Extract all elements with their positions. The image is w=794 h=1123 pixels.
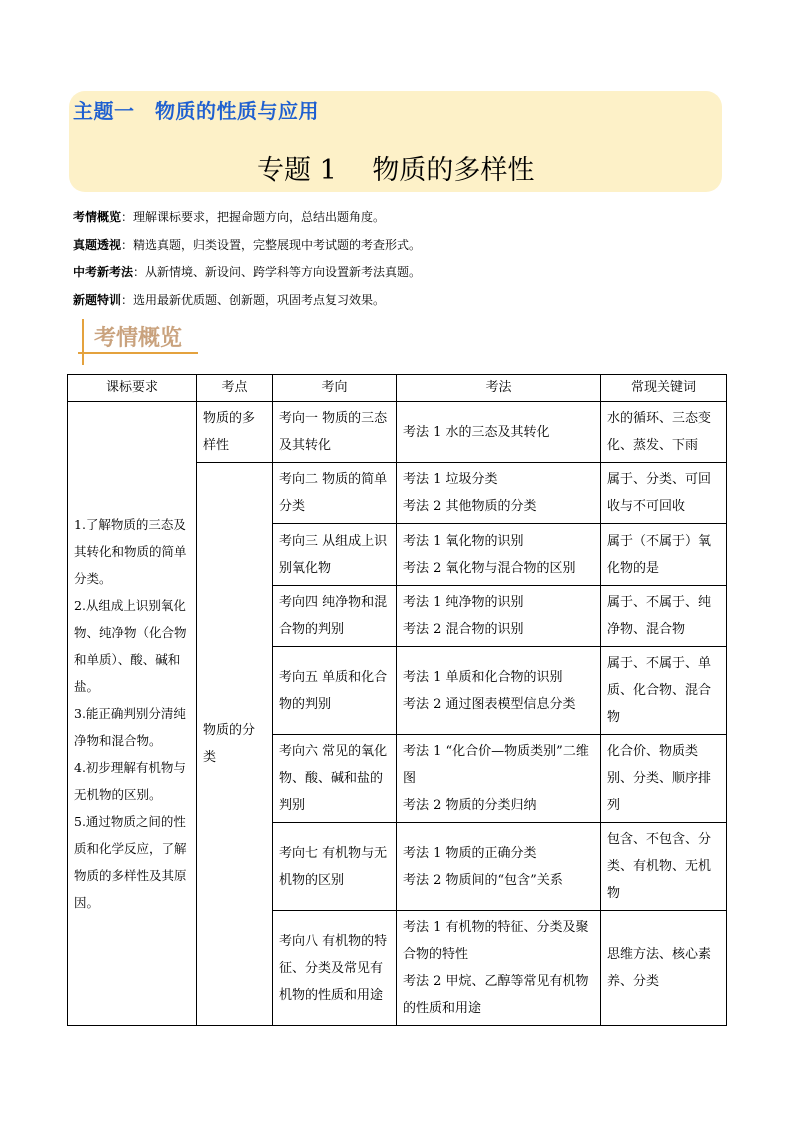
keywords-cell: 包含、不包含、分类、有机物、无机物 bbox=[601, 823, 727, 911]
kaofa-cell bbox=[397, 402, 601, 463]
table-row bbox=[68, 402, 727, 463]
keywords-cell: 属于、不属于、单质、化合物、混合物 bbox=[601, 647, 727, 735]
header-cell: 课标要求 bbox=[68, 375, 197, 402]
kaofa-line: 考法 1 氧化物的识别 bbox=[403, 533, 524, 549]
section-title: 考情概览 bbox=[94, 326, 183, 351]
kaoxiang-cell: 考向六 常见的氧化物、酸、碱和盐的判别 bbox=[273, 735, 397, 823]
kaofa-cell bbox=[397, 524, 601, 586]
header-cell: 考点 bbox=[197, 375, 273, 402]
kaofa-line: 考法 2 甲烷、乙醇等常见有机物的性质和用途 bbox=[403, 974, 589, 1016]
requirements-cell bbox=[68, 402, 197, 1026]
kaofa-line: 考法 1 物质的正确分类 bbox=[403, 845, 537, 861]
table-header-row bbox=[68, 375, 727, 402]
kaofa-cell bbox=[397, 463, 601, 524]
kaofa-cell bbox=[397, 911, 601, 1026]
keywords-cell: 属于、不属于、纯净物、混合物 bbox=[601, 586, 727, 647]
kaofa-line: 考法 1 有机物的特征、分类及聚合物的特性 bbox=[403, 920, 589, 962]
kaofa-line: 考法 2 物质间的“包含”关系 bbox=[403, 872, 563, 888]
requirement-item: 4.初步理解有机物与无机物的区别。 bbox=[74, 760, 186, 802]
kaofa-cell bbox=[397, 647, 601, 735]
kaofa-line: 考法 2 混合物的识别 bbox=[403, 622, 524, 637]
kaofa-cell bbox=[397, 735, 601, 823]
section-heading bbox=[74, 317, 204, 357]
kaofa-cell bbox=[397, 586, 601, 647]
kaofa-line: 考法 2 物质的分类归纳 bbox=[403, 798, 537, 813]
overview-table bbox=[67, 374, 727, 1026]
requirement-item: 3.能正确判别分清纯净物和混合物。 bbox=[74, 706, 186, 748]
kaoxiang-cell: 考向八 有机物的特征、分类及常见有机物的性质和用途 bbox=[273, 911, 397, 1026]
kaofa-line: 考法 2 其他物质的分类 bbox=[403, 499, 537, 514]
intro-line bbox=[73, 204, 421, 232]
keywords-cell: 思维方法、核心素养、分类 bbox=[601, 911, 727, 1026]
header-cell: 常现关键词 bbox=[601, 375, 727, 402]
section-accent-vertical bbox=[82, 319, 84, 365]
kaodian-cell: 物质的分类 bbox=[197, 463, 273, 1026]
kaoxiang-cell: 考向四 纯净物和混合物的判别 bbox=[273, 586, 397, 647]
intro-label: 中考新考法 bbox=[73, 265, 134, 279]
requirement-item: 1.了解物质的三态及其转化和物质的简单分类。 bbox=[74, 517, 187, 586]
kaofa-cell bbox=[397, 823, 601, 911]
keywords-cell: 属于（不属于）氧化物的是 bbox=[601, 524, 727, 586]
intro-label: 新题特训 bbox=[73, 292, 122, 307]
keywords-cell: 水的循环、三态变化、蒸发、下雨 bbox=[601, 402, 727, 463]
intro-line bbox=[73, 259, 421, 287]
kaofa-line: 考法 1 垃圾分类 bbox=[403, 472, 498, 487]
header-cell: 考法 bbox=[397, 375, 601, 402]
kaodian-cell: 物质的多样性 bbox=[197, 402, 273, 463]
kaoxiang-cell: 考向三 从组成上识别氧化物 bbox=[273, 524, 397, 586]
kaoxiang-cell: 考向一 物质的三态及其转化 bbox=[273, 402, 397, 463]
section-accent-horizontal bbox=[78, 352, 198, 354]
kaoxiang-cell: 考向七 有机物与无机物的区别 bbox=[273, 823, 397, 911]
kaoxiang-cell: 考向二 物质的简单分类 bbox=[273, 463, 397, 524]
requirement-item: 2.从组成上识别氧化物、纯净物（化合物和单质）、酸、碱和盐。 bbox=[74, 598, 187, 694]
intro-label: 考情概览 bbox=[73, 210, 122, 224]
theme-title: 主题一 物质的性质与应用 bbox=[73, 99, 319, 123]
kaofa-line: 考法 1 “化合价—物质类别”二维图 bbox=[403, 744, 589, 786]
kaofa-line: 考法 1 水的三态及其转化 bbox=[403, 424, 550, 440]
kaofa-line: 考法 1 单质和化合物的识别 bbox=[403, 669, 563, 685]
topic-title: 专题 1 物质的多样性 bbox=[257, 155, 535, 186]
header-cell: 考向 bbox=[273, 375, 397, 402]
intro-text: ：从新情境、新设问、跨学科等方向设置新考法真题。 bbox=[133, 265, 422, 279]
kaofa-line: 考法 1 纯净物的识别 bbox=[403, 595, 524, 610]
intro-line bbox=[73, 287, 421, 315]
kaofa-line: 考法 2 氧化物与混合物的区别 bbox=[403, 560, 576, 576]
intro-text: ：精选真题，归类设置，完整展现中考试题的考查形式。 bbox=[121, 237, 422, 252]
intro-text: ：理解课标要求，把握命题方向，总结出题角度。 bbox=[121, 210, 386, 224]
intro-list bbox=[73, 204, 421, 314]
requirement-item: 5.通过物质之间的性质和化学反应，了解物质的多样性及其原因。 bbox=[74, 814, 187, 910]
intro-label: 真题透视 bbox=[73, 237, 122, 252]
keywords-cell: 化合价、物质类别、分类、顺序排列 bbox=[601, 735, 727, 823]
intro-line bbox=[73, 232, 421, 260]
keywords-cell: 属于、分类、可回收与不可回收 bbox=[601, 463, 727, 524]
kaoxiang-cell: 考向五 单质和化合物的判别 bbox=[273, 647, 397, 735]
kaofa-line: 考法 2 通过图表模型信息分类 bbox=[403, 696, 576, 712]
intro-text: ：选用最新优质题、创新题，巩固考点复习效果。 bbox=[121, 292, 386, 307]
